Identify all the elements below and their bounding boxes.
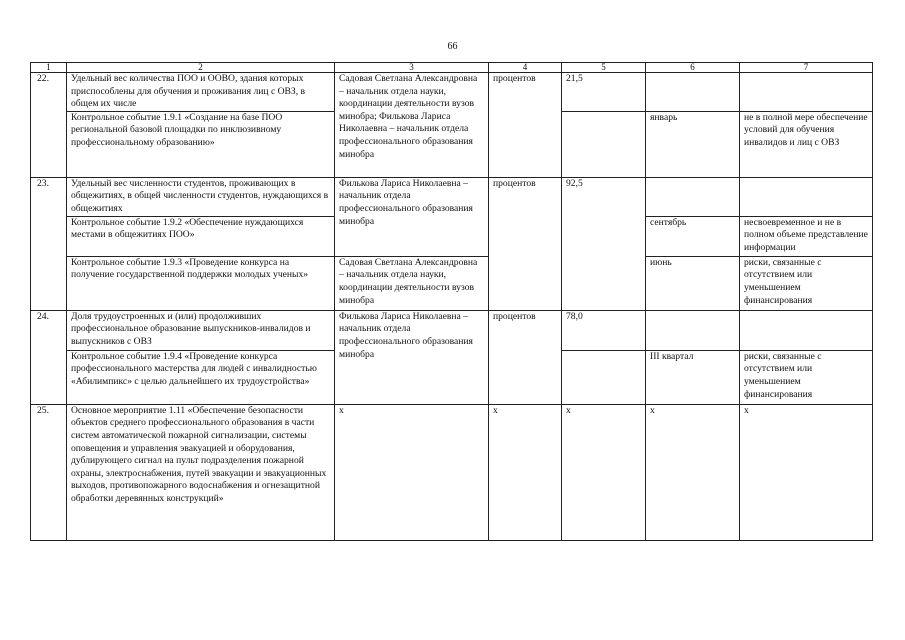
row-number: 22. (31, 73, 67, 178)
event-cell: Контрольное событие 1.9.1 «Создание на базе ПОО региональной базовой площадки по инклюзивному профессиональному образованию» (67, 111, 335, 177)
risk-cell (740, 177, 873, 216)
value-cell: 78,0 (562, 310, 646, 350)
date-cell: январь (646, 111, 740, 177)
row-number: 23. (31, 177, 67, 310)
header-cell: 3 (335, 63, 489, 73)
row-number: 25. (31, 404, 67, 540)
plan-table (30, 62, 873, 541)
value-cell: х (562, 404, 646, 540)
risk-cell (740, 310, 873, 350)
date-cell: III квартал (646, 350, 740, 404)
date-cell: х (646, 404, 740, 540)
table-row (31, 177, 873, 216)
unit-cell: процентов (489, 177, 562, 310)
date-cell (646, 73, 740, 112)
risk-cell: риски, связанные с отсутствием или уменьшением финансирования (740, 350, 873, 404)
unit-cell: процентов (489, 310, 562, 404)
value-cell: 92,5 (562, 177, 646, 310)
responsible-cell: Филькова Лариса Николаевна – начальник отдела профессионального образования минобра (335, 310, 489, 404)
event-cell: Контрольное событие 1.9.2 «Обеспечение нуждающихся местами в общежитиях ПОО» (67, 216, 335, 256)
date-cell (646, 310, 740, 350)
header-cell: 2 (67, 63, 335, 73)
header-cell: 1 (31, 63, 67, 73)
indicator-cell: Удельный вес количества ПОО и ООВО, здания которых приспособлены для обучения и проживания лиц с ОВЗ, в общем их числе (67, 73, 335, 112)
indicator-cell: Удельный вес численности студентов, проживающих в общежитиях, в общей численности студентов, нуждающихся в общежитиях (67, 177, 335, 216)
responsible-cell: х (335, 404, 489, 540)
header-row (31, 63, 873, 73)
value-cell (562, 350, 646, 404)
date-cell (646, 177, 740, 216)
value-cell: 21,5 (562, 73, 646, 112)
value-cell (562, 111, 646, 177)
table-row (31, 73, 873, 112)
table-row (31, 404, 873, 540)
indicator-cell: Доля трудоустроенных и (или) продолживших профессиональное образование выпускников-инвалидов и выпускников с ОВЗ (67, 310, 335, 350)
header-cell: 7 (740, 63, 873, 73)
responsible-cell: Садовая Светлана Александровна – начальник отдела науки, координации деятельности вузов минобра; Филькова Лариса Николаевна – начальник отдела профессионального образования минобра (335, 73, 489, 178)
date-cell: сентябрь (646, 216, 740, 256)
unit-cell: процентов (489, 73, 562, 178)
risk-cell (740, 73, 873, 112)
header-cell: 6 (646, 63, 740, 73)
risk-cell: не в полной мере обеспечение условий для обучения инвалидов и лиц с ОВЗ (740, 111, 873, 177)
date-cell: июнь (646, 256, 740, 310)
header-cell: 5 (562, 63, 646, 73)
table-row (31, 310, 873, 350)
risk-cell: риски, связанные с отсутствием или уменьшением финансирования (740, 256, 873, 310)
table-row (31, 256, 873, 310)
risk-cell: х (740, 404, 873, 540)
event-cell: Контрольное событие 1.9.4 «Проведение конкурса профессионального мастерства для людей с инвалидностью «Абилимпикс» с целью дальнейшего их трудоустройства» (67, 350, 335, 404)
page-number: 66 (447, 41, 458, 52)
risk-cell: несвоевременное и не в полном объеме представление информации (740, 216, 873, 256)
responsible-cell: Садовая Светлана Александровна – начальник отдела науки, координации деятельности вузов минобра (335, 256, 489, 310)
header-cell: 4 (489, 63, 562, 73)
unit-cell: х (489, 404, 562, 540)
indicator-cell: Основное мероприятие 1.11 «Обеспечение безопасности объектов среднего профессионального образования в части систем автоматической пожарной сигнализации, системы оповещения и управления эвакуацией и оборудования, дублирующего сигнал на пульт подразделения пожарной охраны, электроснабжения, путей эвакуации и эвакуационных выходов, противопожарного водоснабжения и огнезащитной обработки деревянных конструкций» (67, 404, 335, 540)
row-number: 24. (31, 310, 67, 404)
event-cell: Контрольное событие 1.9.3 «Проведение конкурса на получение государственной поддержки молодых ученых» (67, 256, 335, 310)
responsible-cell: Филькова Лариса Николаевна – начальник отдела профессионального образования минобра (335, 177, 489, 256)
